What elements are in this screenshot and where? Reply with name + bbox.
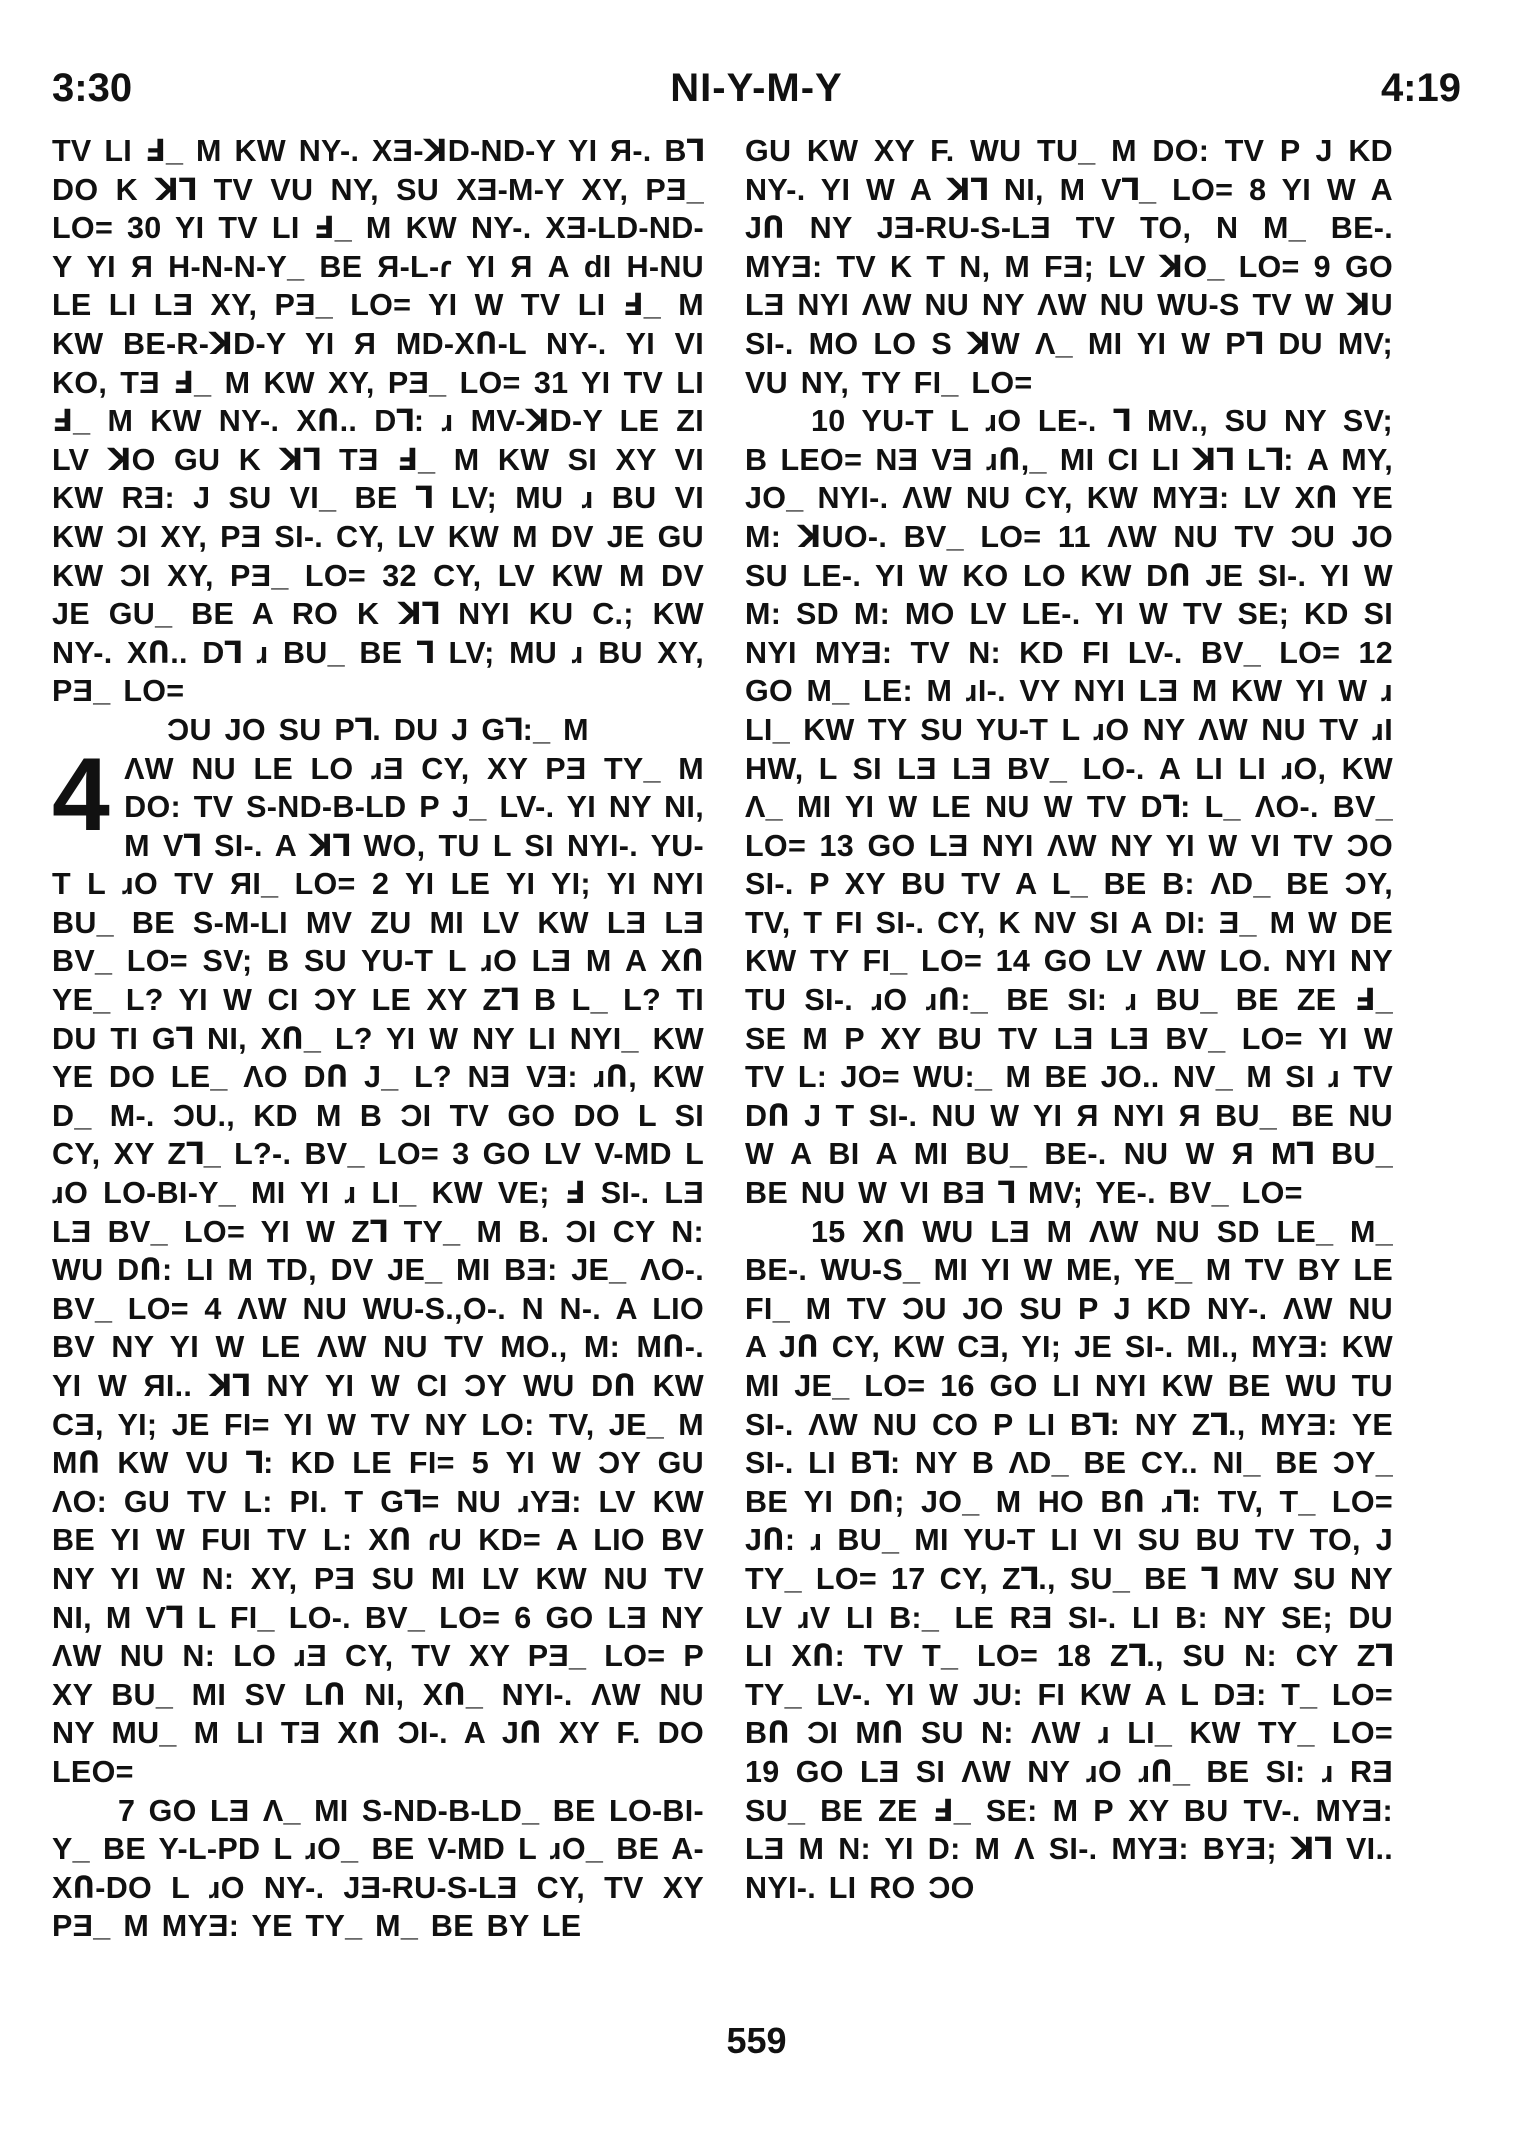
page-number: 559 — [726, 2020, 787, 2061]
verse-number: 8 — [1249, 172, 1267, 207]
verse-number: 4 — [204, 1291, 222, 1326]
verse-number: 10 — [811, 404, 846, 439]
verse-number: 6 — [514, 1600, 532, 1635]
header-book-title: NI-Y-M-Y — [670, 66, 843, 110]
section-heading: ƆU JO SU Pꓶ. DU J Gꓶ:_ M — [167, 712, 589, 747]
verse-number: 9 — [1313, 249, 1331, 284]
page-header — [52, 66, 1461, 116]
verse-number: 14 — [995, 944, 1031, 979]
verse-number: 31 — [533, 365, 569, 400]
verse-number: 11 — [1057, 519, 1091, 554]
left-column — [52, 132, 704, 1946]
verse-number: 16 — [940, 1369, 975, 1403]
verse-number: 3 — [452, 1137, 470, 1172]
verse-text: 15 XՈ WU LƎ M ΛW NU SD LE_ M_ BE-. WU-S_ MI YI W ME, YE_ M TV BY LE FI_ M TV ƆU JO SU P J KD NY-. ΛW NU A JՈ CY, KW CƎ, YI; JE SI-. MI., MYƎ: KW MI JE_ LO= 16 GO LI NYI KW BE WU TU SI-. ΛW NU CO P LI Bꓶ: NY Zꓶ., MYƎ: YE SI-. LI Bꓶ: NY B ΛD_ BE CY.. NI_ BE ƆY_ BE YI DՈ; JO_ M HO BՈ ɹꓶ: TV, T_ LO= JՈ: ɹ BU_ MI YU-T LI VI SU BU TV TO, J TY_ LO= 17 CY, Zꓶ., SU_ BE ꓶ MV SU NY LV ɹV LI B:_ LE RƎ SI-. LI B: NY SE; DU LI XՈ: TV T_ LO= 18 Zꓶ., SU N: CY Zꓶ TY_ LV-. YI W JU: FI KW A L DƎ: T_ LO= BՈ ƆI MՈ SU N: ΛW ɹ LI_ KW TY_ LO= 19 GO LƎ SI ΛW NY ɹO ɹՈ_ BE SI: ɹ RƎ SU_ BE ZE Ⅎ_ SE: M P XY BU TV-. MYƎ: LƎ M N: YI D: M Λ SI-. MYƎ: BYƎ; ꓘꓶ VI.. NYI-. LI RO ƆO — [745, 1214, 1394, 1905]
verse-number: 7 — [118, 1793, 136, 1828]
right-column — [745, 132, 1393, 1907]
chapter-start: 4 ΛW NU LE LO ɹƎ CY, XY PƎ TY_ M DO: TV S-ND-B-LD P J_ LV-. YI NY NI, M Vꓶ SI-. A ꓘꓶ WO, TU L SI NYI-. YU-T L ɹO TV ЯI_ LO= 2 YI LE YI YI; YI NYI BU_ BE S-M-LI MV ZU MI LV KW LƎ LƎ BV_ LO= SV; B SU YU-T L ɹO LƎ M A XՈ YE_ L? YI W CI ƆY LE XY Zꓶ B L_ L? TI DU TI Gꓶ NI, XՈ_ L? YI W NY LI NYI_ KW YE DO LE_ ΛO DՈ J_ L? NƎ VƎ: ɹՈ, KW D_ M-. ƆU., KD M B ƆI TV GO DO L SI CY, XY Zꓶ_ L?-. BV_ LO= 3 GO LV V-MD L ɹO LO-BI-Y_ MI YI ɹ LI_ KW VE; Ⅎ SI-. LƎ LƎ BV_ LO= YI W Zꓶ TY_ M B. ƆI CY N: WU DՈ: LI M TD, DV JE_ MI BƎ: JE_ ΛO-. BV_ LO= 4 ΛW NU WU-S.,O-. N N-. A LIO BV NY YI W LE ΛW NU TV MO., M: MՈ-. YI W ЯI.. ꓘꓶ NY YI W CI ƆY WU DՈ KW CƎ, YI; JE FI= YI W TV NY LO: TV, JE_ M MՈ KW VU ꓶ: KD LE FI= 5 YI W ƆY GU ΛO: GU TV L: PI. T Gꓶ= NU ɹYƎ: LV KW BE YI W FUI TV L: XՈ ɾU KD= A LIO BV NY YI W N: XY, PƎ SU MI LV KW NU TV NI, M Vꓶ L FI_ LO-. BV_ LO= 6 GO LƎ NY ΛW NU N: LO ɹƎ CY, TV XY PƎ_ LO= P XY BU_ MI SV LՈ NI, XՈ_ NYI-. ΛW NU NY MU_ M LI TƎ XՈ ƆI-. A JՈ XY F. DO LEO= — [52, 736, 705, 1789]
verse-number: 30 — [127, 211, 162, 246]
verse-number: 2 — [371, 867, 390, 902]
verse-number: 13 — [819, 828, 855, 863]
verse-number: 17 — [891, 1561, 926, 1596]
verse-text: TV LI Ⅎ_ M KW NY-. XƎ-ꓘD-ND-Y YI Я-. Bꓶ DO K ꓘꓶ TV VU NY, SU XƎ-M-Y XY, PƎ_ LO= 30 YI TV LI Ⅎ_ M KW NY-. XƎ-LD-ND-Y YI Я H-N-N-Y_ BE Я-L-ɾ YI Я A dI H-NU LE LI LƎ XY, PƎ_ LO= YI W TV LI Ⅎ_ M KW BE-R-ꓘD-Y YI Я MD-XՈ-L NY-. YI VI KO, TƎ Ⅎ_ M KW XY, PƎ_ LO= 31 YI TV LI Ⅎ_ M KW NY-. XՈ.. Dꓶ: ɹ MV-ꓘD-Y LE ZI LV ꓘO GU K ꓘꓶ TƎ Ⅎ_ M KW SI XY VI KW RƎ: J SU VI_ BE ꓶ LV; MU ɹ BU VI KW ƆI XY, PƎ SI-. CY, LV KW M DV JE GU KW ƆI XY, PƎ_ LO= 32 CY, LV KW M DV JE GU_ BE A RO K ꓘꓶ NYI KU C.; KW NY-. XՈ.. Dꓶ ɹ BU_ BE ꓶ LV; MU ɹ BU XY, PƎ_ LO= — [52, 134, 705, 709]
verse-number: 12 — [1358, 635, 1393, 670]
verse-number: 18 — [1056, 1639, 1092, 1674]
chapter-number: 4 — [52, 736, 111, 853]
header-chapter-verse-start: 3:30 — [52, 66, 133, 110]
verse-number: 5 — [471, 1446, 490, 1481]
verse-number: 19 — [745, 1754, 780, 1789]
verse-text: GU KW XY F. WU TU_ M DO: TV P J KD NY-. YI W A ꓘꓶ NI, M Vꓶ_ LO= 8 YI W A JՈ NY JƎ-RU-S-LƎ TV TO, N M_ BE-. MYƎ: TV K T N, M FƎ; LV ꓘO_ LO= 9 GO LƎ NYI ΛW NU NY ΛW NU WU-S TV W ꓘU SI-. MO LO S ꓘW Λ_ MI YI W Pꓶ DU MV; VU NY, TY FI_ LO= — [745, 134, 1393, 400]
verse-text: 7 GO LƎ Λ_ MI S-ND-B-LD_ BE LO-BI-Y_ BE Y-L-PD L ɹO_ BE V-MD L ɹO_ BE A-XՈ-DO L ɹO NY-. JƎ-RU-S-LƎ CY, TV XY PƎ_ M MYƎ: YE TY_ M_ BE BY LE — [52, 1793, 704, 1944]
verse-text: 10 YU-T L ɹO LE-. ꓶ MV., SU NY SV; B LEO= NƎ VƎ ɹՈ,_ MI CI LI ꓘꓶ Lꓶ: A MY, JO_ NYI-. ΛW NU CY, KW MYƎ: LV XՈ YE M: ꓘUO-. BV_ LO= 11 ΛW NU TV ƆU JO SU LE-. YI W KO LO KW DՈ JE SI-. YI W M: SD M: MO LV LE-. YI W TV SE; KD SI NYI MYƎ: TV N: KD FI LV-. BV_ LO= 12 GO M_ LE: M ɹI-. VY NYI LƎ M KW YI W ɹ LI_ KW TY SU YU-T L ɹO NY ΛW NU TV ɹI HW, L SI LƎ LƎ BV_ LO-. A LI LI ɹO, KW Λ_ MI YI W LE NU W TV Dꓶ: L_ ΛO-. BV_ LO= 13 GO LƎ NYI ΛW NY YI W VI TV ƆO SI-. P XY BU TV A L_ BE B: ΛD_ BE ƆY, TV, T FI SI-. CY, K NV SI A DI: Ǝ_ M W DE KW TY FI_ LO= 14 GO LV ΛW LO. NYI NY TU SI-. ɹO ɹՈ:_ BE SI: ɹ BU_ BE ZE Ⅎ_ SE M P XY BU TV LƎ LƎ BV_ LO= YI W TV L: JO= WU:_ M BE JO.. NV_ M SI ɹ TV DՈ J T SI-. NU W YI Я NYI Я BU_ BE NU W A BI A MI BU_ BE-. NU W Я Mꓶ BU_ BE NU W VI BƎ ꓶ MV; YE-. BV_ LO= — [745, 404, 1394, 1211]
verse-number: 32 — [382, 558, 417, 593]
verse-number: 15 — [811, 1214, 846, 1249]
header-chapter-verse-end: 4:19 — [1380, 66, 1461, 110]
